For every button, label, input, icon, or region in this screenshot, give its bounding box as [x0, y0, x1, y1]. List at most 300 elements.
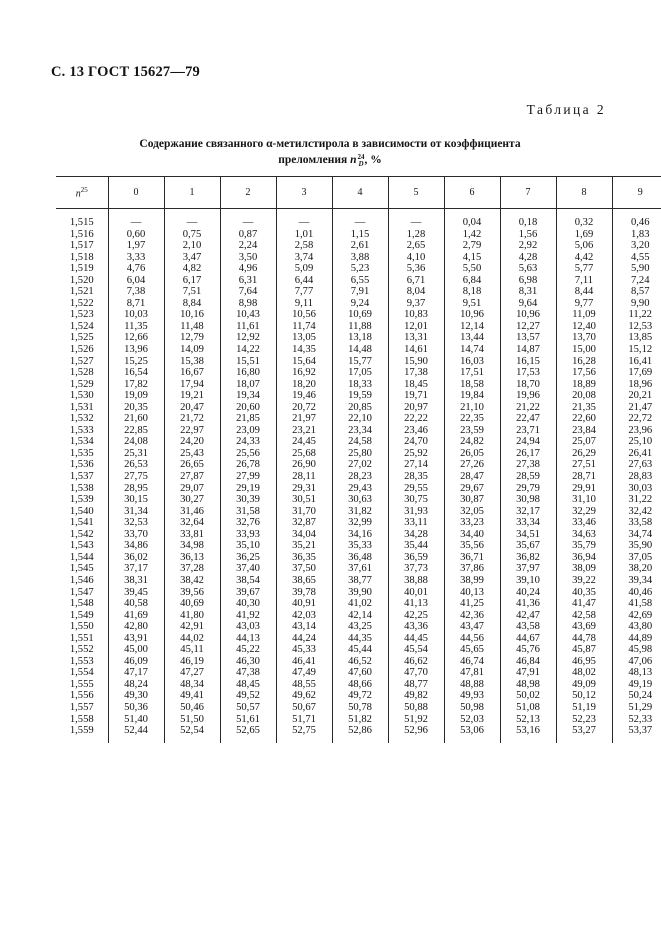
cell-value: 25,43	[164, 448, 220, 460]
cell-value: 50,02	[500, 690, 556, 702]
cell-value: 8,44	[556, 286, 612, 298]
cell-value: 10,96	[444, 309, 500, 321]
cell-value: 25,07	[556, 436, 612, 448]
cell-refraction-index: 1,557	[69, 701, 94, 713]
cell-value: 5,90	[612, 263, 661, 275]
cell-value: 0,60	[108, 229, 164, 241]
cell-value: 41,13	[388, 598, 444, 610]
cell-refraction-index: 1,521	[69, 286, 94, 298]
table-row	[56, 702, 661, 714]
cell-value: 34,74	[612, 529, 661, 541]
cell-value: 20,85	[332, 402, 388, 414]
table-row	[56, 356, 661, 368]
cell-value: 10,03	[108, 309, 164, 321]
cell-value: 9,90	[612, 298, 661, 310]
cell-value: 9,51	[444, 298, 500, 310]
cell-value: 32,99	[332, 517, 388, 529]
cell-value: 40,01	[388, 587, 444, 599]
cell-value: 26,65	[164, 459, 220, 471]
cell-value: 26,29	[556, 448, 612, 460]
cell-value: 37,17	[108, 563, 164, 575]
cell-value: 44,45	[388, 633, 444, 645]
cell-value: 38,77	[332, 575, 388, 587]
table-row	[56, 390, 661, 402]
cell-value: 41,25	[444, 598, 500, 610]
table-row	[56, 459, 661, 471]
cell-value: 3,20	[612, 240, 661, 252]
cell-value: 27,51	[556, 459, 612, 471]
cell-value: 2,10	[164, 240, 220, 252]
cell-value: 42,80	[108, 621, 164, 633]
cell-value: 24,08	[108, 436, 164, 448]
cell-value: 38,88	[388, 575, 444, 587]
cell-value: 8,18	[444, 286, 500, 298]
cell-value: 32,76	[220, 517, 276, 529]
cell-value: 25,92	[388, 448, 444, 460]
cell-value: 6,84	[444, 275, 500, 287]
cell-value: 28,71	[556, 471, 612, 483]
cell-value: 38,54	[220, 575, 276, 587]
cell-value: 50,78	[332, 702, 388, 714]
cell-value: 47,17	[108, 667, 164, 679]
cell-value: 14,22	[220, 344, 276, 356]
cell-value: 22,22	[388, 413, 444, 425]
table-row	[56, 321, 661, 333]
cell-value: 7,51	[164, 286, 220, 298]
cell-value: 8,71	[108, 298, 164, 310]
cell-refraction-index: 1,525	[69, 332, 94, 344]
cell-value: 52,03	[444, 714, 500, 726]
cell-value: 43,47	[444, 621, 500, 633]
cell-refraction-index: 1,540	[69, 505, 94, 517]
table-row	[56, 587, 661, 599]
cell-refraction-index: 1,551	[69, 632, 94, 644]
cell-value: 8,57	[612, 286, 661, 298]
cell-value: 2,58	[276, 240, 332, 252]
cell-refraction-index: 1,537	[69, 471, 94, 483]
cell-value: —	[332, 209, 388, 229]
cell-value: 37,28	[164, 563, 220, 575]
cell-value: 6,71	[388, 275, 444, 287]
cell-value: 11,22	[612, 309, 661, 321]
cell-value: 34,28	[388, 529, 444, 541]
cell-value: 14,35	[276, 344, 332, 356]
refraction-symbol-sup: 24	[357, 153, 365, 161]
cell-value: 36,48	[332, 552, 388, 564]
cell-value: 44,56	[444, 633, 500, 645]
cell-value: 7,11	[556, 275, 612, 287]
cell-value: 39,45	[108, 587, 164, 599]
cell-value: 40,35	[556, 587, 612, 599]
cell-value: 28,83	[612, 471, 661, 483]
cell-refraction-index: 1,516	[69, 228, 94, 240]
cell-value: 51,82	[332, 714, 388, 726]
cell-value: 46,09	[108, 656, 164, 668]
cell-value: 26,41	[612, 448, 661, 460]
cell-value: 44,89	[612, 633, 661, 645]
cell-value: 51,08	[500, 702, 556, 714]
cell-refraction-index: 1,519	[69, 263, 94, 275]
cell-value: 7,91	[332, 286, 388, 298]
cell-value: 48,34	[164, 679, 220, 691]
cell-value: 46,41	[276, 656, 332, 668]
cell-value: 9,64	[500, 298, 556, 310]
refraction-symbol-sub: D	[358, 160, 364, 168]
cell-value: 24,94	[500, 436, 556, 448]
cell-value: 39,90	[332, 587, 388, 599]
cell-value: 6,04	[108, 275, 164, 287]
cell-value: 22,47	[500, 413, 556, 425]
cell-value: 12,40	[556, 321, 612, 333]
cell-value: 45,76	[500, 644, 556, 656]
header-digit: 0	[108, 177, 164, 209]
cell-value: 24,70	[388, 436, 444, 448]
cell-value: 30,27	[164, 494, 220, 506]
table-row	[56, 379, 661, 391]
cell-value: 17,05	[332, 367, 388, 379]
cell-value: 17,56	[556, 367, 612, 379]
cell-value: 23,34	[332, 425, 388, 437]
cell-value: 40,30	[220, 598, 276, 610]
cell-refraction-index: 1,545	[69, 563, 94, 575]
cell-value: 1,15	[332, 229, 388, 241]
cell-value: 12,79	[164, 332, 220, 344]
cell-value: 48,77	[388, 679, 444, 691]
page-header: С. 13 ГОСТ 15627—79	[51, 64, 200, 80]
cell-value: —	[108, 209, 164, 229]
cell-value: 44,24	[276, 633, 332, 645]
cell-value: 42,14	[332, 610, 388, 622]
cell-value: 26,05	[444, 448, 500, 460]
cell-value: 47,60	[332, 667, 388, 679]
cell-value: 47,49	[276, 667, 332, 679]
cell-value: 21,47	[612, 402, 661, 414]
table-row	[56, 367, 661, 379]
cell-value: 26,78	[220, 459, 276, 471]
cell-value: 32,05	[444, 506, 500, 518]
cell-value: 17,82	[108, 379, 164, 391]
cell-value: 4,10	[388, 252, 444, 264]
cell-value: 43,03	[220, 621, 276, 633]
cell-value: 11,35	[108, 321, 164, 333]
cell-value: 28,11	[276, 471, 332, 483]
cell-value: —	[276, 209, 332, 229]
table-row	[56, 471, 661, 483]
cell-value: 46,62	[388, 656, 444, 668]
cell-value: 47,27	[164, 667, 220, 679]
cell-value: 46,84	[500, 656, 556, 668]
cell-value: 13,70	[556, 332, 612, 344]
cell-value: 18,58	[444, 379, 500, 391]
cell-value: 29,91	[556, 483, 612, 495]
cell-value: 43,91	[108, 633, 164, 645]
cell-value: 21,72	[164, 413, 220, 425]
cell-value: 40,46	[612, 587, 661, 599]
table-row	[56, 644, 661, 656]
cell-value: 34,98	[164, 540, 220, 552]
cell-value: 29,07	[164, 483, 220, 495]
cell-value: 52,54	[164, 725, 220, 743]
cell-value: 35,10	[220, 540, 276, 552]
cell-value: 19,34	[220, 390, 276, 402]
cell-refraction-index: 1,553	[69, 655, 94, 667]
cell-value: 9,24	[332, 298, 388, 310]
cell-value: 16,54	[108, 367, 164, 379]
cell-value: 48,55	[276, 679, 332, 691]
cell-value: 22,35	[444, 413, 500, 425]
cell-value: 32,87	[276, 517, 332, 529]
cell-refraction-index: 1,556	[69, 690, 94, 702]
cell-value: 40,58	[108, 598, 164, 610]
cell-value: 53,06	[444, 725, 500, 743]
cell-value: 20,47	[164, 402, 220, 414]
cell-value: 36,02	[108, 552, 164, 564]
cell-value: 49,52	[220, 690, 276, 702]
cell-value: 41,92	[220, 610, 276, 622]
cell-value: 16,28	[556, 356, 612, 368]
cell-value: 52,65	[220, 725, 276, 743]
cell-value: 23,46	[388, 425, 444, 437]
cell-value: 27,75	[108, 471, 164, 483]
cell-value: 11,09	[556, 309, 612, 321]
caption-unit: , %	[364, 154, 382, 166]
cell-value: 13,57	[500, 332, 556, 344]
cell-value: 15,38	[164, 356, 220, 368]
cell-value: 0,75	[164, 229, 220, 241]
cell-value: 42,69	[612, 610, 661, 622]
cell-value: 43,80	[612, 621, 661, 633]
cell-value: 48,24	[108, 679, 164, 691]
cell-value: 34,51	[500, 529, 556, 541]
cell-value: 21,60	[108, 413, 164, 425]
cell-value: 9,11	[276, 298, 332, 310]
cell-refraction-index: 1,555	[69, 678, 94, 690]
cell-value: 21,97	[276, 413, 332, 425]
cell-value: 16,41	[612, 356, 661, 368]
refraction-symbol-n: n	[350, 154, 357, 166]
caption-line-1: Содержание связанного α-метилстирола в зависимости от коэффициента	[139, 138, 521, 150]
cell-value: 13,44	[444, 332, 500, 344]
table-row	[56, 690, 661, 702]
cell-value: 45,22	[220, 644, 276, 656]
cell-value: 50,57	[220, 702, 276, 714]
cell-value: 35,56	[444, 540, 500, 552]
cell-value: 36,25	[220, 552, 276, 564]
cell-value: 33,34	[500, 517, 556, 529]
cell-value: 14,09	[164, 344, 220, 356]
cell-value: 9,77	[556, 298, 612, 310]
cell-value: 4,96	[220, 263, 276, 275]
header-digit: 5	[388, 177, 444, 209]
cell-value: 53,37	[612, 725, 661, 743]
cell-value: 28,35	[388, 471, 444, 483]
cell-value: 40,24	[500, 587, 556, 599]
header-digit: 4	[332, 177, 388, 209]
cell-value: 53,16	[500, 725, 556, 743]
table-row	[56, 298, 661, 310]
cell-value: 21,35	[556, 402, 612, 414]
cell-value: 33,93	[220, 529, 276, 541]
cell-value: 1,01	[276, 229, 332, 241]
cell-value: 11,61	[220, 321, 276, 333]
cell-value: 22,10	[332, 413, 388, 425]
table-row	[56, 413, 661, 425]
cell-value: 42,58	[556, 610, 612, 622]
cell-value: 22,85	[108, 425, 164, 437]
cell-value: 13,18	[332, 332, 388, 344]
cell-value: 19,71	[388, 390, 444, 402]
cell-value: 22,97	[164, 425, 220, 437]
cell-value: 23,59	[444, 425, 500, 437]
header-digit: 9	[612, 177, 661, 209]
cell-value: 24,58	[332, 436, 388, 448]
cell-value: 27,14	[388, 459, 444, 471]
cell-value: 3,47	[164, 252, 220, 264]
cell-value: 16,92	[276, 367, 332, 379]
header-digit: 1	[164, 177, 220, 209]
cell-value: 23,09	[220, 425, 276, 437]
cell-value: 44,78	[556, 633, 612, 645]
cell-value: 44,02	[164, 633, 220, 645]
cell-value: 25,56	[220, 448, 276, 460]
cell-value: 28,59	[500, 471, 556, 483]
cell-value: 12,92	[220, 332, 276, 344]
cell-refraction-index: 1,538	[69, 482, 94, 494]
cell-value: 34,40	[444, 529, 500, 541]
cell-value: 34,86	[108, 540, 164, 552]
cell-value: 4,55	[612, 252, 661, 264]
cell-value: 33,70	[108, 529, 164, 541]
cell-value: 23,96	[612, 425, 661, 437]
cell-value: 33,23	[444, 517, 500, 529]
cell-value: 36,59	[388, 552, 444, 564]
cell-value: 2,24	[220, 240, 276, 252]
cell-refraction-index: 1,541	[69, 517, 94, 529]
table-row	[56, 229, 661, 241]
cell-refraction-index: 1,546	[69, 574, 94, 586]
cell-value: 39,78	[276, 587, 332, 599]
cell-value: 8,04	[388, 286, 444, 298]
cell-refraction-index: 1,530	[69, 390, 94, 402]
table-row	[56, 286, 661, 298]
cell-value: 37,50	[276, 563, 332, 575]
header-n-sup: 25	[80, 185, 88, 194]
cell-value: 43,36	[388, 621, 444, 633]
cell-value: 35,90	[612, 540, 661, 552]
cell-value: 20,08	[556, 390, 612, 402]
cell-value: 12,01	[388, 321, 444, 333]
cell-value: 7,64	[220, 286, 276, 298]
cell-value: 51,50	[164, 714, 220, 726]
cell-refraction-index: 1,559	[69, 725, 94, 737]
cell-value: 46,52	[332, 656, 388, 668]
cell-value: 29,31	[276, 483, 332, 495]
cell-value: 5,23	[332, 263, 388, 275]
cell-value: 5,77	[556, 263, 612, 275]
cell-value: 4,28	[500, 252, 556, 264]
cell-value: 10,16	[164, 309, 220, 321]
cell-value: 21,10	[444, 402, 500, 414]
table-row	[56, 529, 661, 541]
cell-value: 16,67	[164, 367, 220, 379]
cell-value: 50,67	[276, 702, 332, 714]
cell-value: 20,72	[276, 402, 332, 414]
cell-refraction-index: 1,534	[69, 436, 94, 448]
cell-value: 35,44	[388, 540, 444, 552]
cell-value: 49,09	[556, 679, 612, 691]
cell-value: 37,61	[332, 563, 388, 575]
cell-value: 12,27	[500, 321, 556, 333]
cell-value: 16,80	[220, 367, 276, 379]
cell-value: 50,12	[556, 690, 612, 702]
cell-value: 45,87	[556, 644, 612, 656]
cell-value: 35,67	[500, 540, 556, 552]
cell-value: 43,25	[332, 621, 388, 633]
cell-value: 0,87	[220, 229, 276, 241]
cell-value: 49,30	[108, 690, 164, 702]
cell-refraction-index: 1,517	[69, 240, 94, 252]
cell-value: 49,41	[164, 690, 220, 702]
cell-value: 12,14	[444, 321, 500, 333]
cell-value: 19,21	[164, 390, 220, 402]
cell-value: 25,31	[108, 448, 164, 460]
table-row	[56, 714, 661, 726]
cell-value: 43,69	[556, 621, 612, 633]
cell-value: 2,92	[500, 240, 556, 252]
cell-value: 51,29	[612, 702, 661, 714]
table-row	[56, 483, 661, 495]
cell-refraction-index: 1,533	[69, 424, 94, 436]
cell-value: 46,19	[164, 656, 220, 668]
table-row	[56, 436, 661, 448]
cell-value: 16,15	[500, 356, 556, 368]
cell-value: 5,50	[444, 263, 500, 275]
cell-value: 4,15	[444, 252, 500, 264]
cell-value: 19,96	[500, 390, 556, 402]
cell-value: 33,11	[388, 517, 444, 529]
cell-value: 37,40	[220, 563, 276, 575]
table-row	[56, 621, 661, 633]
cell-value: 15,25	[108, 356, 164, 368]
cell-value: 0,18	[500, 209, 556, 229]
cell-value: 13,05	[276, 332, 332, 344]
cell-value: 5,06	[556, 240, 612, 252]
cell-value: 41,80	[164, 610, 220, 622]
cell-value: 32,29	[556, 506, 612, 518]
refraction-symbol	[350, 152, 364, 168]
cell-value: 32,64	[164, 517, 220, 529]
cell-value: 37,73	[388, 563, 444, 575]
cell-refraction-index: 1,548	[69, 598, 94, 610]
cell-value: 26,53	[108, 459, 164, 471]
cell-value: 31,34	[108, 506, 164, 518]
cell-value: 17,38	[388, 367, 444, 379]
cell-value: 39,10	[500, 575, 556, 587]
cell-value: 38,20	[612, 563, 661, 575]
cell-value: 44,35	[332, 633, 388, 645]
cell-value: 48,88	[444, 679, 500, 691]
cell-value: 10,43	[220, 309, 276, 321]
cell-value: 42,47	[500, 610, 556, 622]
cell-value: 31,22	[612, 494, 661, 506]
cell-value: 6,55	[332, 275, 388, 287]
cell-refraction-index: 1,543	[69, 540, 94, 552]
cell-value: 41,36	[500, 598, 556, 610]
header-n: n	[75, 188, 81, 200]
cell-value: 46,95	[556, 656, 612, 668]
cell-value: 10,83	[388, 309, 444, 321]
cell-value: 45,44	[332, 644, 388, 656]
